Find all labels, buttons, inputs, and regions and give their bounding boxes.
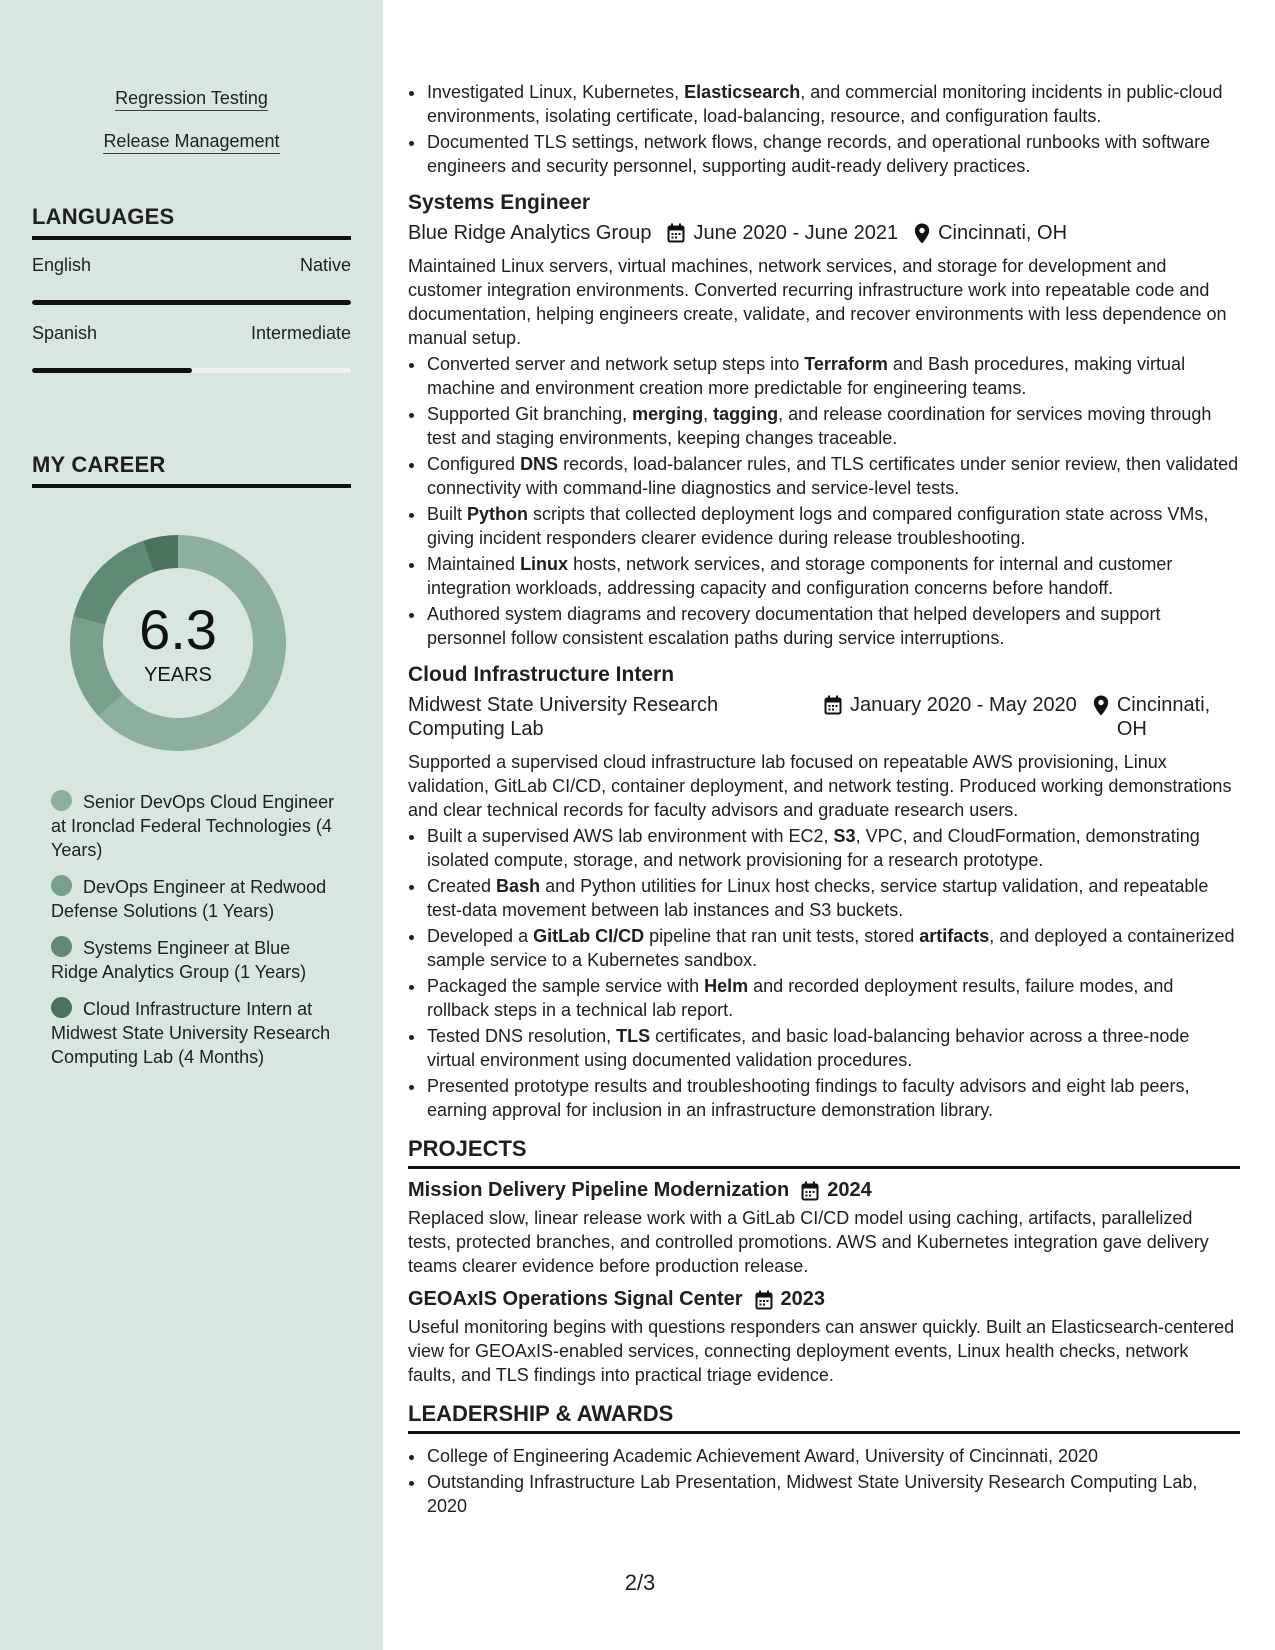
- job-dates: [667, 221, 898, 245]
- job-summary: Maintained Linux servers, virtual machines, network services, and storage for development and customer integration environments. Converted recurring infrastructure work into repeatable code and documentation, helping engineers create, validate, and recover environments with less dependence on manual setup.: [408, 256, 1227, 348]
- job-location: [1093, 693, 1237, 741]
- bullet-item: [426, 80, 1240, 128]
- bullet-item: [426, 824, 1240, 872]
- bullet-item: [426, 402, 1240, 450]
- bullet-keyword: Terraform: [804, 354, 888, 374]
- bullet-item: [426, 502, 1240, 550]
- language-row: [32, 255, 351, 276]
- project-year: [801, 1179, 872, 1202]
- page-number: 2/3: [624, 1570, 656, 1595]
- career-heading: MY CAREER: [32, 452, 351, 488]
- bullet-text: Documented TLS settings, network flows, change records, and operational runbooks with software engineers and security personnel, supporting audit-ready delivery practices.: [427, 132, 1211, 176]
- prev-job-bullets: [408, 80, 1240, 178]
- bullet-keyword: Helm: [704, 976, 749, 996]
- language-name: English: [32, 255, 92, 275]
- project-description: Replaced slow, linear release work with a GitLab CI/CD model using caching, artifacts, parallelized tests, protected branches, and controlled promotions. AWS and Kubernetes integration gave delivery teams clearer evidence before production release.: [408, 1208, 1209, 1276]
- language-level: Native: [299, 255, 351, 275]
- job-location-text: Cincinnati, OH: [1116, 694, 1211, 740]
- career-legend: [51, 790, 336, 1082]
- language-proficiency-fill: [32, 368, 192, 373]
- bullet-item: [426, 352, 1240, 400]
- calendar-icon: [667, 223, 685, 243]
- skill-tag: [0, 86, 383, 110]
- location-pin-icon: [914, 223, 930, 244]
- language-proficiency-bar: [32, 368, 351, 373]
- bullet-text: Investigated Linux, Kubernetes,: [427, 82, 685, 102]
- bullet-text: pipeline that ran unit tests, stored: [644, 926, 920, 946]
- bullet-text: records, load-balancer rules, and TLS certificates under senior review, then validated connectivity with command-line diagnostics and service-level tests.: [427, 454, 1239, 498]
- language-proficiency-fill: [32, 300, 351, 305]
- project-title: GEOAxIS Operations Signal Center: [408, 1288, 743, 1310]
- bullet-text: and Python utilities for Linux host checks, service startup validation, and repeatable test-data movement between lab instances and S3 buckets.: [427, 876, 1209, 920]
- sidebar: [0, 0, 383, 1650]
- job-title: Cloud Infrastructure Intern: [408, 663, 675, 686]
- bullet-keyword: GitLab CI/CD: [533, 926, 645, 946]
- bullet-item: [426, 130, 1240, 178]
- languages-heading: LANGUAGES: [32, 204, 351, 240]
- bullet-text: scripts that collected deployment logs and compared configuration state across VMs, giving incident responders clearer evidence during release troubleshooting.: [427, 504, 1209, 548]
- projects-heading: PROJECTS: [408, 1136, 1240, 1169]
- skill-tag-label: Regression Testing: [115, 88, 268, 111]
- job-dates: [824, 693, 1077, 741]
- bullet-keyword: tagging: [713, 404, 779, 424]
- calendar-icon: [824, 695, 842, 715]
- project-title-row: [408, 1179, 1240, 1202]
- project-year-text: 2024: [827, 1179, 872, 1201]
- bullet-keyword: S3: [833, 826, 856, 846]
- job-meta: [408, 221, 1240, 245]
- job-dates-text: January 2020 - May 2020: [850, 694, 1077, 716]
- career-legend-label: DevOps Engineer at Redwood Defense Solutions (1 Years): [51, 877, 327, 921]
- language-row: [32, 323, 351, 344]
- bullet-text: Created: [427, 876, 497, 896]
- job-company: Midwest State University Research Computing Lab: [408, 694, 719, 740]
- bullet-item: [426, 874, 1240, 922]
- career-total-unit: YEARS: [144, 664, 212, 686]
- bullet-text: , and release coordination for services moving through test and staging environments, keeping changes traceable.: [427, 404, 1212, 448]
- bullet-item: [426, 602, 1240, 650]
- award-item: • Outstanding Infrastructure Lab Presentation, Midwest State University Research Computing Lab, 2020: [426, 1470, 1240, 1518]
- legend-dot-icon: [51, 936, 72, 957]
- bullet-text: hosts, network services, and storage components for internal and customer integration workloads, addressing capacity and configuration concerns before handoff.: [427, 554, 1173, 598]
- legend-dot-icon: [51, 790, 72, 811]
- job-dates-text: June 2020 - June 2021: [693, 222, 899, 244]
- job-meta: [408, 693, 1240, 741]
- bullet-keyword: Python: [467, 504, 529, 524]
- project-entry: [408, 1288, 1240, 1387]
- career-legend-item: [51, 936, 336, 984]
- job-entry: [408, 188, 1240, 650]
- bullet-keyword: Bash: [496, 876, 541, 896]
- career-legend-item: [51, 875, 336, 923]
- bullet-text: , and deployed a containerized sample service to a Kubernetes sandbox.: [427, 926, 1235, 970]
- legend-dot-icon: [51, 875, 72, 896]
- bullet-text: Converted server and network setup steps into: [427, 354, 805, 374]
- bullet-text: ,: [703, 404, 714, 424]
- project-year-text: 2023: [780, 1288, 826, 1310]
- project-title: Mission Delivery Pipeline Modernization: [408, 1179, 790, 1201]
- bullet-item: [426, 974, 1240, 1022]
- bullet-text: , VPC, and CloudFormation, demonstrating isolated compute, storage, and network provisioning for a research prototype.: [427, 826, 1200, 870]
- project-title-row: [408, 1288, 1240, 1311]
- main-content: [408, 80, 1240, 1520]
- skill-tag-label: Release Management: [103, 131, 279, 154]
- project-year: [755, 1288, 826, 1311]
- bullet-item: [426, 452, 1240, 500]
- bullet-keyword: DNS: [520, 454, 559, 474]
- bullet-text: Built: [427, 504, 468, 524]
- bullet-text: Maintained: [427, 554, 521, 574]
- bullet-text: and recorded deployment results, failure modes, and rollback steps in a technical lab report.: [427, 976, 1174, 1020]
- job-company: Blue Ridge Analytics Group: [408, 222, 652, 244]
- bullet-keyword: Elasticsearch: [684, 82, 801, 102]
- bullet-text: Packaged the sample service with: [427, 976, 705, 996]
- bullet-text: Developed a: [427, 926, 534, 946]
- bullet-keyword: artifacts: [919, 926, 990, 946]
- bullet-item: [426, 1074, 1240, 1122]
- bullet-item: [426, 1024, 1240, 1072]
- job-title: Systems Engineer: [408, 191, 591, 214]
- location-pin-icon: [1093, 695, 1109, 716]
- bullet-keyword: Linux: [520, 554, 569, 574]
- job-summary: Supported a supervised cloud infrastructure lab focused on repeatable AWS provisioning, Linux validation, GitLab CI/CD, container deployment, and network testing. Produced working demonstrations and clear technical records for faculty advisors and graduate research users.: [408, 752, 1232, 820]
- skill-tag: [0, 129, 383, 153]
- bullet-text: certificates, and basic load-balancing behavior across a three-node virtual environment using documented validation procedures.: [427, 1026, 1190, 1070]
- job-location-text: Cincinnati, OH: [938, 222, 1068, 244]
- bullet-text: , and commercial monitoring incidents in public-cloud environments, isolating certificate, load-balancing, resource, and configuration faults.: [427, 82, 1223, 126]
- project-description: Useful monitoring begins with questions responders can answer quickly. Built an Elasticsearch-centered view for GEOAxIS-enabled services, connecting deployment events, Linux health checks, network faults, and TLS findings into practical triage evidence.: [408, 1317, 1235, 1385]
- job-bullets: [408, 824, 1240, 1122]
- bullet-text: Tested DNS resolution,: [427, 1026, 617, 1046]
- language-name: Spanish: [32, 323, 98, 343]
- career-legend-label: Cloud Infrastructure Intern at Midwest State University Research Computing Lab (4 Months): [51, 999, 331, 1067]
- career-legend-item: [51, 997, 336, 1069]
- calendar-icon: [801, 1181, 819, 1201]
- project-entry: [408, 1179, 1240, 1278]
- bullet-text: Configured: [427, 454, 521, 474]
- bullet-text: and Bash procedures, making virtual machine and environment creation more predictable for engineering teams.: [427, 354, 1186, 398]
- bullet-text: Built a supervised AWS lab environment with EC2,: [427, 826, 834, 846]
- awards-list: [408, 1444, 1240, 1518]
- bullet-text: Presented prototype results and troubleshooting findings to faculty advisors and eight lab peers, earning approval for inclusion in an infrastructure demonstration library.: [427, 1076, 1190, 1120]
- language-level: Intermediate: [250, 323, 351, 343]
- career-legend-label: Senior DevOps Cloud Engineer at Ironclad Federal Technologies (4 Years): [51, 792, 335, 860]
- bullet-keyword: merging: [632, 404, 704, 424]
- bullet-keyword: TLS: [616, 1026, 651, 1046]
- career-legend-label: Systems Engineer at Blue Ridge Analytics Group (1 Years): [51, 938, 307, 982]
- language-proficiency-bar: [32, 300, 351, 305]
- calendar-icon: [755, 1290, 773, 1310]
- bullet-item: [426, 924, 1240, 972]
- career-total-value: 6.3: [139, 598, 217, 661]
- bullet-item: [426, 552, 1240, 600]
- legend-dot-icon: [51, 997, 72, 1018]
- bullet-text: Supported Git branching,: [427, 404, 633, 424]
- award-item: • College of Engineering Academic Achievement Award, University of Cincinnati, 2020: [426, 1444, 1240, 1468]
- bullet-text: Authored system diagrams and recovery documentation that helped developers and support personnel follow consistent escalation paths during service interruptions.: [427, 604, 1161, 648]
- job-bullets: [408, 352, 1240, 650]
- job-entry: [408, 660, 1240, 1122]
- job-location: [914, 221, 1067, 245]
- career-legend-item: [51, 790, 336, 862]
- awards-heading: LEADERSHIP & AWARDS: [408, 1401, 1240, 1434]
